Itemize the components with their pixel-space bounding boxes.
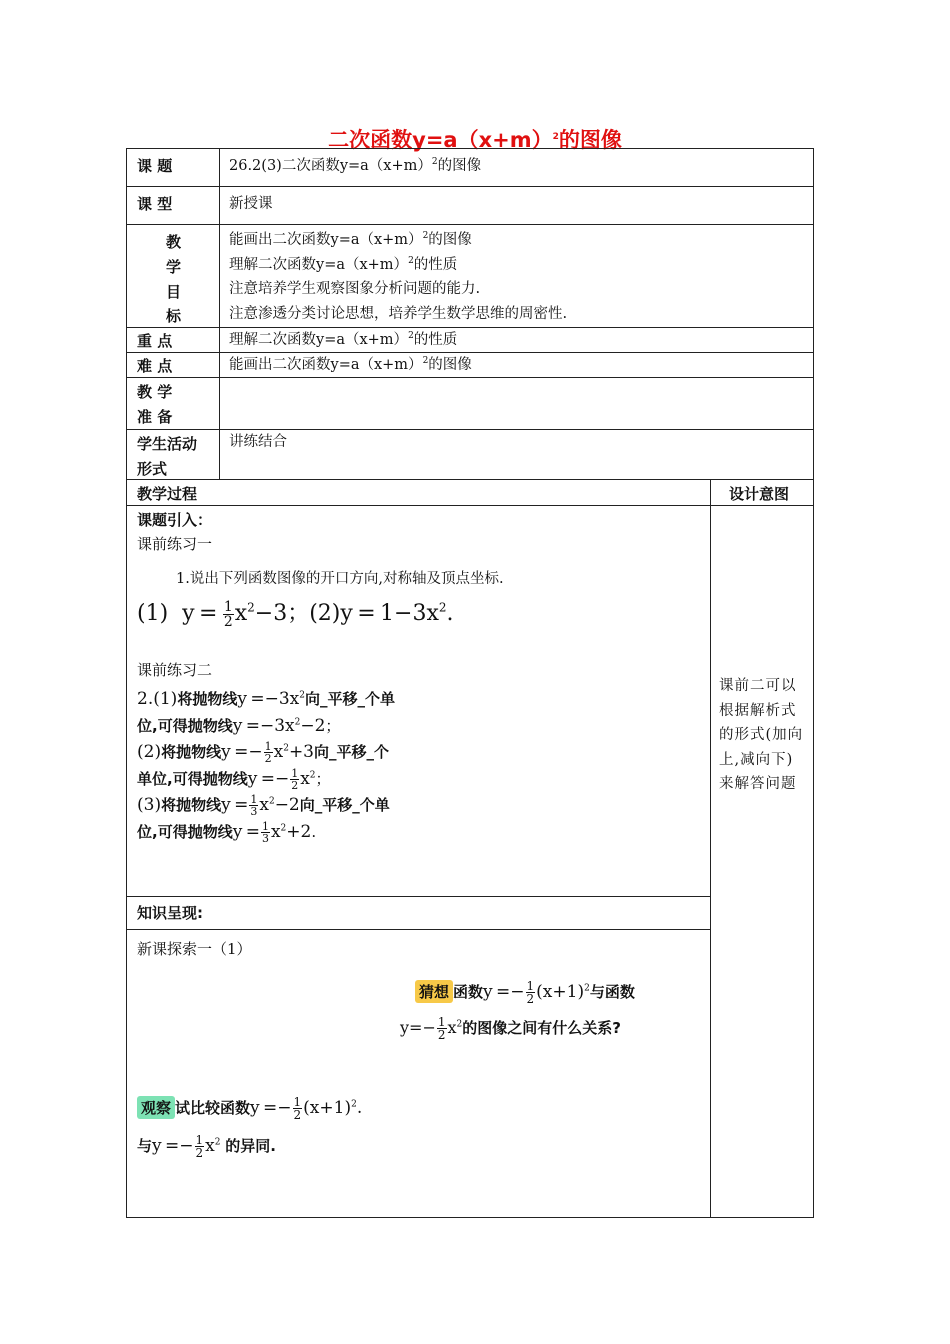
knowledge-title: 知识呈现: bbox=[137, 904, 203, 922]
process-header: 教学过程 bbox=[137, 485, 198, 503]
label-goals-4: 标 bbox=[166, 307, 182, 325]
label-type: 课 型 bbox=[137, 195, 173, 213]
goal-2: 理解二次函数$y=a(x+m)^2$的性质 bbox=[229, 255, 458, 273]
practice1-title: 课前练习一 bbox=[137, 535, 213, 553]
page-title: 二次函数$y=a(x+m)^2$的图像 bbox=[328, 128, 622, 152]
label-goals-2: 学 bbox=[166, 258, 182, 276]
guess-line-2: y=− $\frac{1}{2}$ $x^2$的图像之间有什么关系? bbox=[400, 1015, 621, 1042]
observe-line-1: 观察 试比较函数y =− $\frac{1}{2}$ $(x+1)^2$. bbox=[137, 1096, 362, 1121]
label-activity-2: 形式 bbox=[137, 460, 168, 478]
goal-1: 能画出二次函数$y=a(x+m)^2$的图像 bbox=[229, 231, 472, 248]
guess-tag: 猜想 bbox=[415, 980, 453, 1003]
lesson-plan-table bbox=[126, 148, 814, 1218]
goal-4: 注意渗透分类讨论思想，培养学生数学思维的周密性. bbox=[229, 305, 568, 322]
row-goals bbox=[127, 225, 813, 328]
practice2-line-1: 2.(1)将抛物线$y =-3x^2$向_平移_个单 bbox=[137, 689, 395, 709]
label-prep-1: 教 学 bbox=[137, 383, 173, 401]
row-topic bbox=[127, 149, 813, 187]
practice2-body bbox=[137, 686, 395, 845]
row-type bbox=[127, 187, 813, 225]
label-key: 重 点 bbox=[137, 332, 173, 350]
practice2-line-2: 位,可得抛物线$y =-3x^2-2$； bbox=[137, 715, 341, 736]
knowledge-row bbox=[127, 897, 710, 930]
value-goals bbox=[229, 228, 807, 326]
row-key bbox=[127, 328, 813, 353]
label-topic: 课 题 bbox=[137, 157, 173, 175]
intro-title: 课题引入： bbox=[137, 511, 213, 529]
value-activity: 讲练结合 bbox=[229, 434, 287, 450]
label-difficulty: 难 点 bbox=[137, 357, 173, 375]
row-prep bbox=[127, 378, 813, 430]
practice2-line-6: 位,可得抛物线y = $\frac{1}{3}$ $x^2+2$. bbox=[137, 819, 317, 845]
value-topic: 26.2(3)二次函数$y=a(x+m)^2$的图像 bbox=[229, 157, 482, 174]
design-intent-header: 设计意图 bbox=[729, 485, 790, 503]
practice2-line-5: (3)将抛物线y = $\frac{1}{3}$ $x^2-2$向_平移_个单 bbox=[137, 793, 390, 818]
label-goals-3: 目 bbox=[166, 283, 182, 301]
value-type: 新授课 bbox=[229, 196, 273, 212]
practice1-equations: (1) y = $\frac{1}{2}$ $x^2-3$；$(2)y = 1-3x^2$. bbox=[137, 598, 454, 630]
value-key: 理解二次函数$y=a(x+m)^2$的性质 bbox=[229, 331, 458, 348]
label-goals-1: 教 bbox=[166, 233, 182, 251]
row-process-header bbox=[127, 480, 813, 506]
label-prep-2: 准 备 bbox=[137, 408, 173, 426]
value-difficulty: 能画出二次函数$y=a(x+m)^2$的图像 bbox=[229, 356, 472, 373]
guess-line-1: 猜想 函数y =− $\frac{1}{2}$ $(x+1)^2$与函数 bbox=[415, 980, 635, 1005]
row-activity bbox=[127, 430, 813, 480]
label-activity-1: 学生活动 bbox=[137, 435, 198, 453]
practice2-title: 课前练习二 bbox=[137, 661, 213, 679]
practice2-line-3: (2)将抛物线y =− $\frac{1}{2}$ $x^2+3$向_平移_个 bbox=[137, 740, 390, 765]
goal-3: 注意培养学生观察图象分析问题的能力. bbox=[229, 281, 481, 297]
explore-title: 新课探索一（1） bbox=[137, 940, 252, 958]
observe-line-2: 与y =− $\frac{1}{2}$ $x^2$ 的异同. bbox=[137, 1133, 276, 1160]
practice1-question: 1.说出下列函数图像的开口方向,对称轴及顶点坐标. bbox=[176, 571, 504, 587]
row-difficulty bbox=[127, 353, 813, 378]
practice2-line-4: 单位,可得抛物线y =− $\frac{1}{2}$ $x^2$； bbox=[137, 766, 331, 792]
design-intent-note: 课前二可以根据解析式的形式(加向上,减向下)来解答问题 bbox=[719, 678, 804, 792]
intro-block bbox=[127, 506, 710, 897]
observe-tag: 观察 bbox=[137, 1096, 175, 1119]
process-body bbox=[127, 506, 813, 1217]
